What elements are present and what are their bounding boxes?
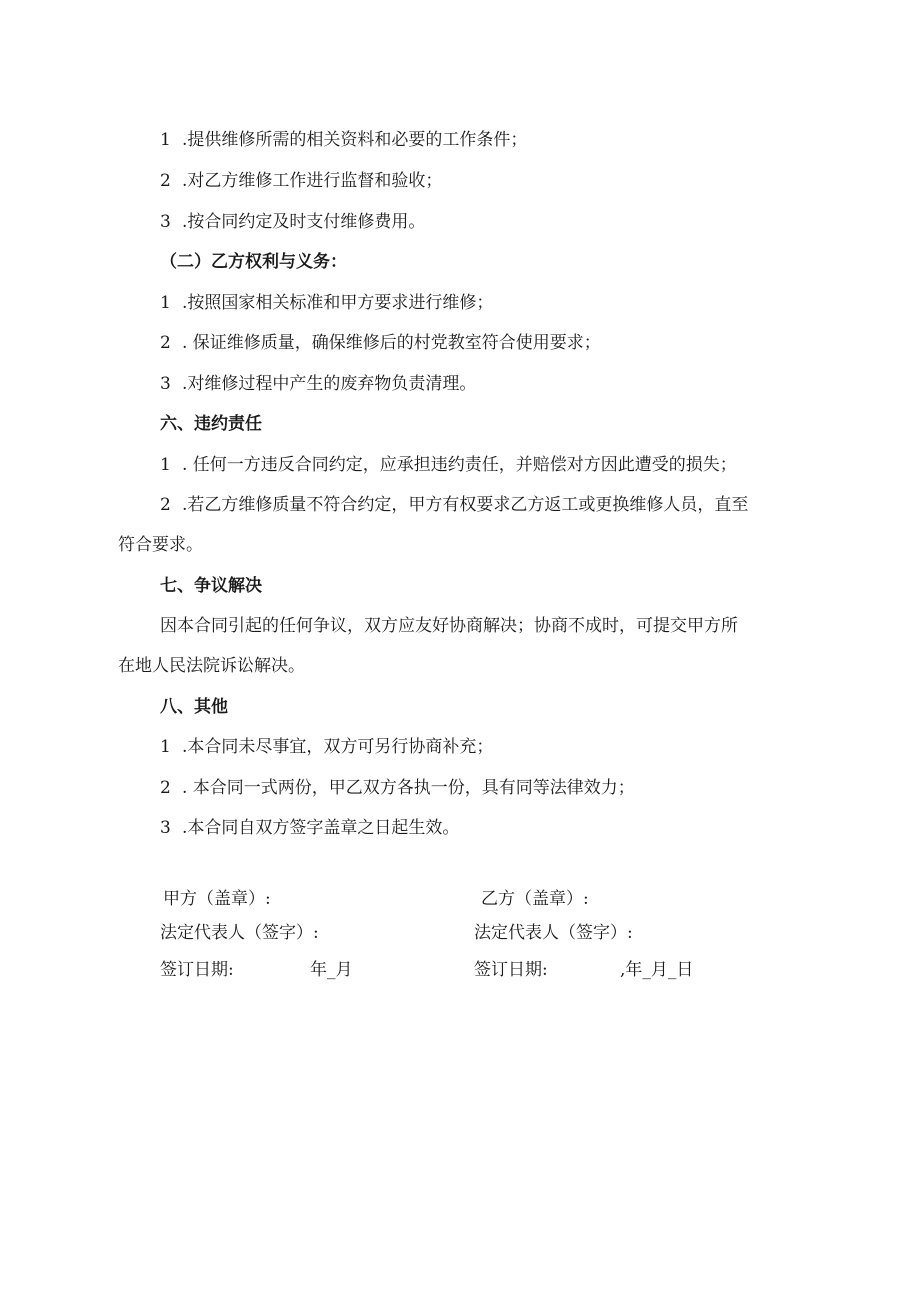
item-number: 1 [160, 293, 171, 313]
item-number: 2 [160, 171, 171, 191]
item-text: .若乙方维修质量不符合约定，甲方有权要求乙方返工或更换维修人员，直至 [182, 495, 749, 515]
item-text: .按照国家相关标准和甲方要求进行维修； [182, 293, 494, 313]
party-a-date-label: 签订日期: [160, 960, 234, 980]
paragraph-line: 因本合同引起的任何争议，双方应友好协商解决；协商不成时，可提交甲方所 [160, 616, 738, 636]
list-item [160, 169, 442, 193]
item-text: . 任何一方违反合同约定，应承担违约责任，并赔偿对方因此遭受的损失； [182, 455, 737, 475]
section-heading: 八、其他 [160, 697, 228, 717]
list-item [160, 210, 425, 234]
item-text: .按合同约定及时支付维修费用。 [182, 212, 426, 232]
item-text: .本合同自双方签字盖章之日起生效。 [182, 818, 460, 838]
list-item [160, 128, 527, 152]
item-number: 3 [160, 212, 171, 232]
item-number: 3 [160, 818, 171, 838]
item-number: 1 [160, 737, 171, 757]
item-number: 3 [160, 374, 171, 394]
party-a-seal: 甲方（盖章）: [163, 889, 271, 909]
item-text: . 本合同一式两份，甲乙双方各执一份，具有同等法律效力； [182, 778, 635, 798]
party-b-representative: 法定代表人（签字）: [474, 923, 633, 943]
paragraph-line: 在地人民法院诉讼解决。 [118, 656, 305, 676]
party-b-date-value: ,年_月_日 [620, 960, 694, 980]
item-number: 2 [160, 495, 171, 515]
party-b-date-label: 签订日期: [474, 960, 548, 980]
item-text: . 保证维修质量，确保维修后的村党教室符合使用要求； [182, 333, 601, 353]
subsection-heading: （二）乙方权利与义务： [160, 252, 347, 272]
item-number: 2 [160, 333, 171, 353]
party-b-seal: 乙方（盖章）: [481, 889, 589, 909]
list-item [160, 372, 476, 396]
item-text: .对乙方维修工作进行监督和验收； [182, 171, 443, 191]
item-number: 1 [160, 455, 171, 475]
item-text: .本合同未尽事宜，双方可另行协商补充； [182, 737, 494, 757]
item-number: 1 [160, 130, 171, 150]
list-item [160, 331, 601, 355]
section-heading: 七、争议解决 [160, 576, 262, 596]
item-text: .对维修过程中产生的废弃物负责清理。 [182, 374, 477, 394]
party-a-date-value: 年_月 [310, 960, 353, 980]
section-heading: 六、违约责任 [160, 414, 262, 434]
party-a-representative: 法定代表人（签字）: [160, 923, 319, 943]
list-item [160, 493, 748, 517]
list-item [160, 735, 493, 759]
list-item [160, 816, 459, 840]
item-number: 2 [160, 778, 171, 798]
continuation-text: 符合要求。 [118, 535, 203, 555]
item-text: .提供维修所需的相关资料和必要的工作条件； [182, 130, 528, 150]
list-item [160, 776, 635, 800]
list-item [160, 291, 493, 315]
list-item [160, 453, 737, 477]
